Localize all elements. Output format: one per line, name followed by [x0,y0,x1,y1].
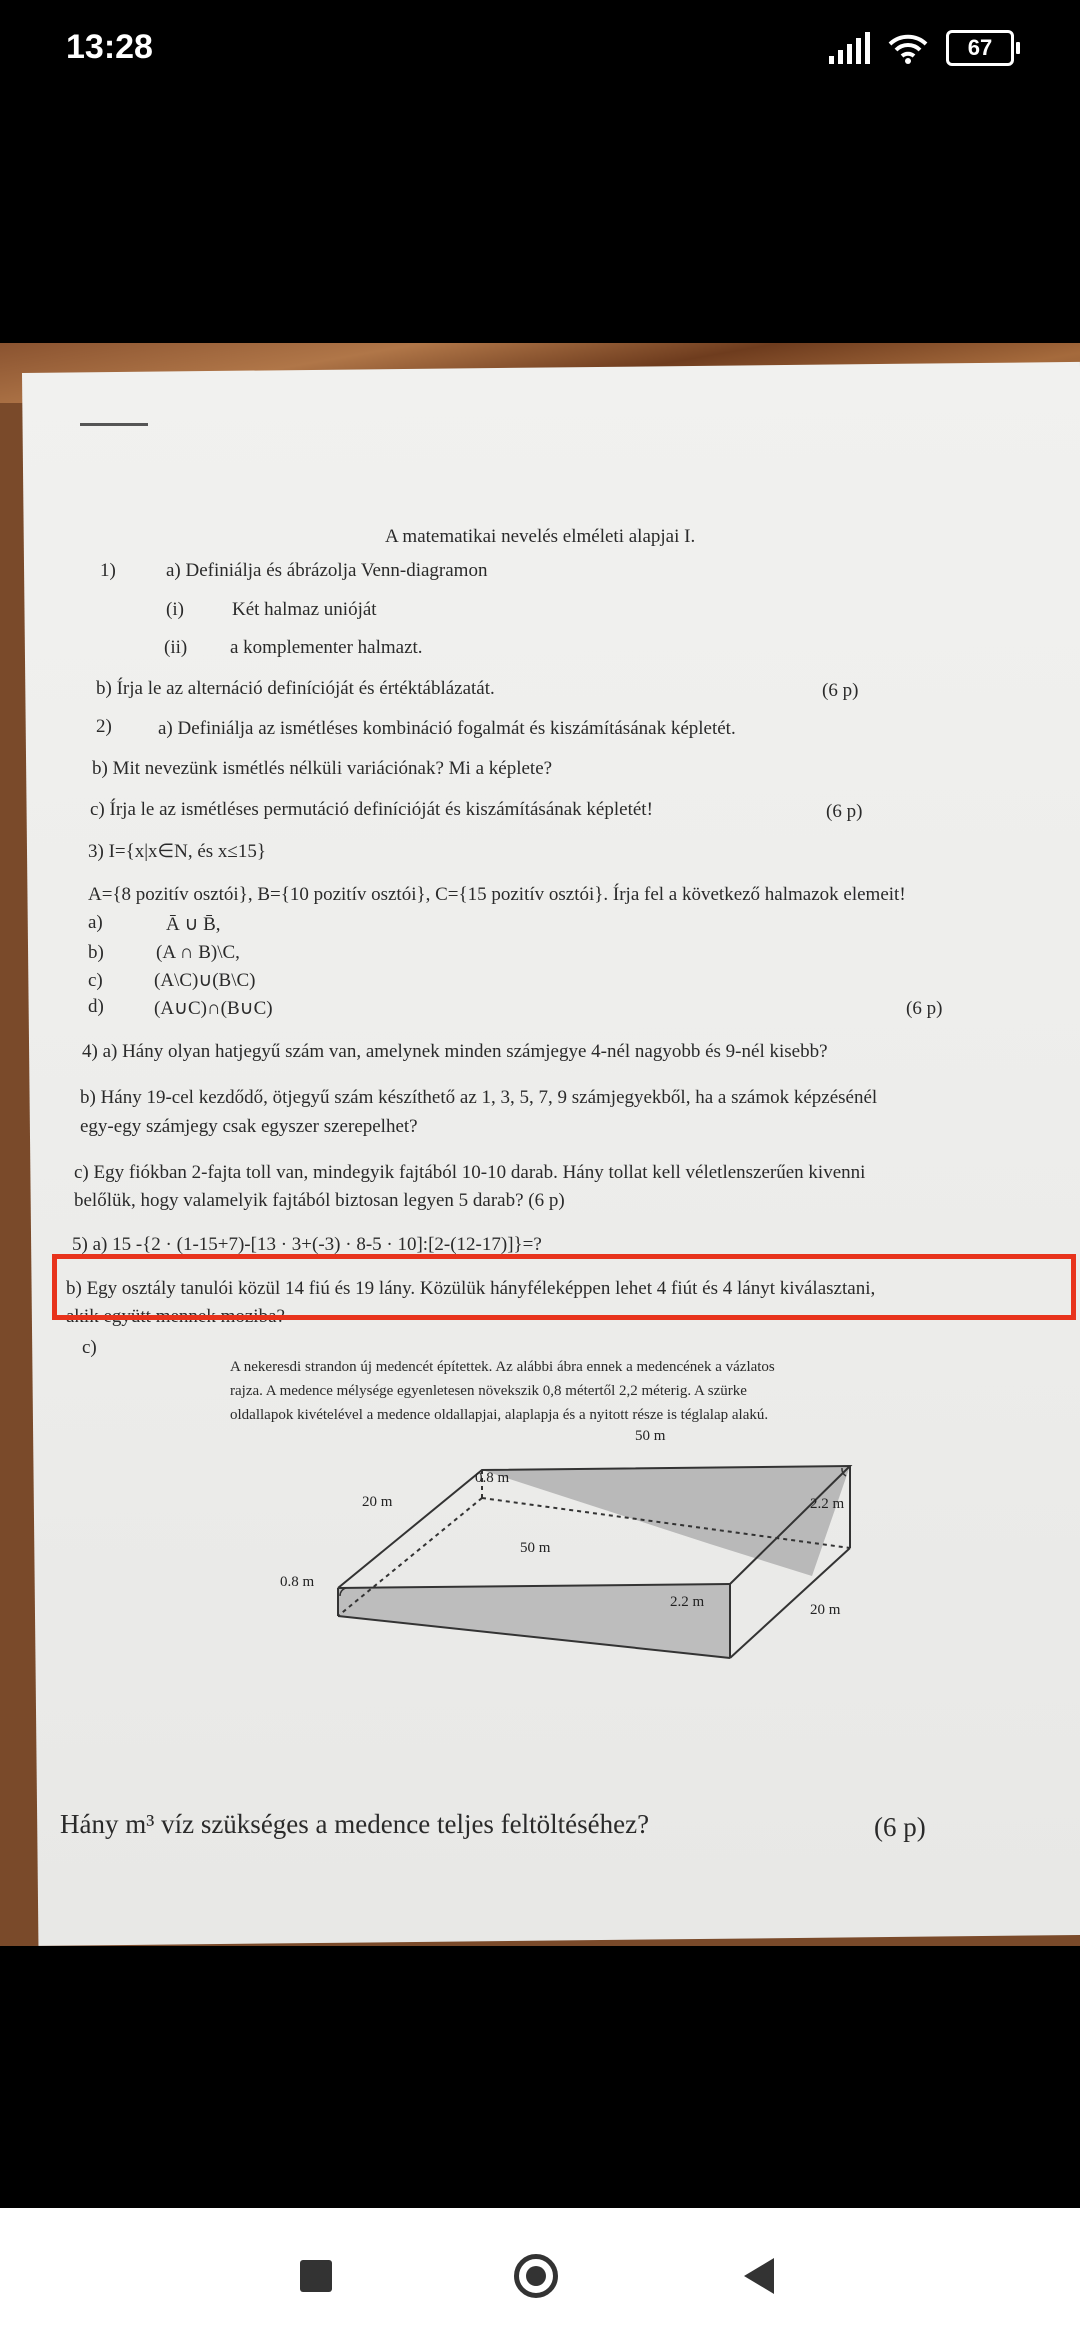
exam-text-line: (i) [166,599,184,620]
exam-text-line: (6 p) [874,1812,926,1842]
exam-text-line: d) [88,996,104,1017]
photo-viewer[interactable] [0,343,1080,1946]
exam-text-line: 2) [96,716,112,737]
battery-level: 67 [967,35,993,60]
wifi-icon [888,32,928,64]
diagram-label: 2.2 m [810,1496,845,1512]
exam-text-line: belőlük, hogy valamelyik fajtából biztosan legyen 5 darab? (6 p) [74,1190,565,1211]
exam-text-line: c) Egy fiókban 2-fajta toll van, mindegyik fajtából 10-10 darab. Hány tollat kell véletlenszerűen kivenni [74,1162,866,1183]
exam-text-line: 5) a) 15 -{2 · (1-15+7)-[13 · 3+(-3) · 8-5 · 10]:[2-(12-17)]}=? [72,1234,542,1255]
signal-icon [829,32,870,64]
exam-text-line: (6 p) [826,801,863,822]
status-icons [829,30,1020,66]
exam-text-line: b) Írja le az alternáció definícióját és értéktáblázatát. [96,678,495,699]
exam-text-line: (6 p) [906,998,943,1019]
highlighted-question-box [52,1254,1076,1320]
exam-text-line: egy-egy számjegy csak egyszer szerepelhet? [80,1116,418,1137]
diagram-label: 50 m [635,1428,666,1444]
exam-text-line: (A ∩ B)\C, [156,942,240,963]
exam-text-line: b) [88,942,104,963]
exam-text-line: a) Definiálja és ábrázolja Venn-diagramon [166,560,488,581]
exam-text-line: Ā ∪ B̄, [166,914,221,935]
exam-text-line: (6 p) [822,680,859,701]
status-bar [0,0,1080,100]
exam-text-line: b) Egy osztály tanulói közül 14 fiú és 19 lány. Közülük hányféleképpen lehet 4 fiút és 4 lányt kiválasztani, [66,1278,876,1299]
exam-text-line: (A∪C)∩(B∪C) [154,998,273,1019]
exam-text-line: A nekeresdi strandon új medencét építettek. Az alábbi ábra ennek a medencének a vázlatos [230,1359,775,1375]
exam-text-line: b) Mit nevezünk ismétlés nélküli variációnak? Mi a képlete? [92,758,553,779]
diagram-label: 0.8 m [280,1574,315,1590]
back-button[interactable] [744,2258,774,2294]
exam-page-content [0,343,1080,1946]
page-mark [80,423,148,426]
diagram-label: 2.2 m [670,1594,705,1610]
exam-text-line: Két halmaz unióját [232,599,377,620]
exam-text-line: A={8 pozitív osztói}, B={10 pozitív osztói}, C={15 pozitív osztói}. Írja fel a következő halmazok elemeit! [88,884,906,905]
exam-text-line: akik együtt mennek moziba? [66,1306,285,1327]
diagram-label: 20 m [810,1602,841,1618]
exam-title: A matematikai nevelés elméleti alapjai I. [385,526,696,547]
exam-text-line: oldallapok kivételével a medence oldallapjai, alaplapja és a nyitott része is téglalap alakú. [230,1407,769,1423]
diagram-label: 50 m [520,1540,551,1556]
status-time: 13:28 [66,28,153,66]
exam-text-line: a) Definiálja az ismétléses kombináció fogalmát és kiszámításának képletét. [158,718,736,739]
exam-text-line: c) Írja le az ismétléses permutáció definícióját és kiszámításának képletét! [90,799,653,820]
diagram-label: 20 m [362,1494,393,1510]
battery-icon [946,30,1020,66]
exam-text-line: Hány m³ víz szükséges a medence teljes feltöltéséhez? [60,1809,650,1839]
exam-text-line: a) [88,912,103,933]
exam-text-line: 3) I={x|x∈N, és x≤15} [88,841,266,862]
exam-text-line: 1) [100,560,116,581]
exam-text-line: c) [88,970,103,991]
exam-text-line: 4) a) Hány olyan hatjegyű szám van, amelynek minden számjegye 4-nél nagyobb és 9-nél kisebb? [82,1041,828,1062]
recent-apps-button[interactable] [300,2260,332,2292]
navigation-bar [0,2208,1080,2340]
exam-text-line: (A\C)∪(B\C) [154,970,256,991]
exam-text-line: (ii) [164,637,188,658]
home-button[interactable] [514,2254,558,2298]
exam-text-line: a komplementer halmazt. [230,637,423,658]
exam-text-line: b) Hány 19-cel kezdődő, ötjegyű szám készíthető az 1, 3, 5, 7, 9 számjegyekből, ha a számok képzésénél [80,1087,878,1108]
pool-diagram [250,1428,930,1698]
exam-text-line: rajza. A medence mélysége egyenletesen növekszik 0,8 métertől 2,2 méterig. A szürke [230,1383,747,1399]
exam-text-line: c) [82,1337,97,1358]
diagram-label: 0.8 m [475,1470,510,1486]
